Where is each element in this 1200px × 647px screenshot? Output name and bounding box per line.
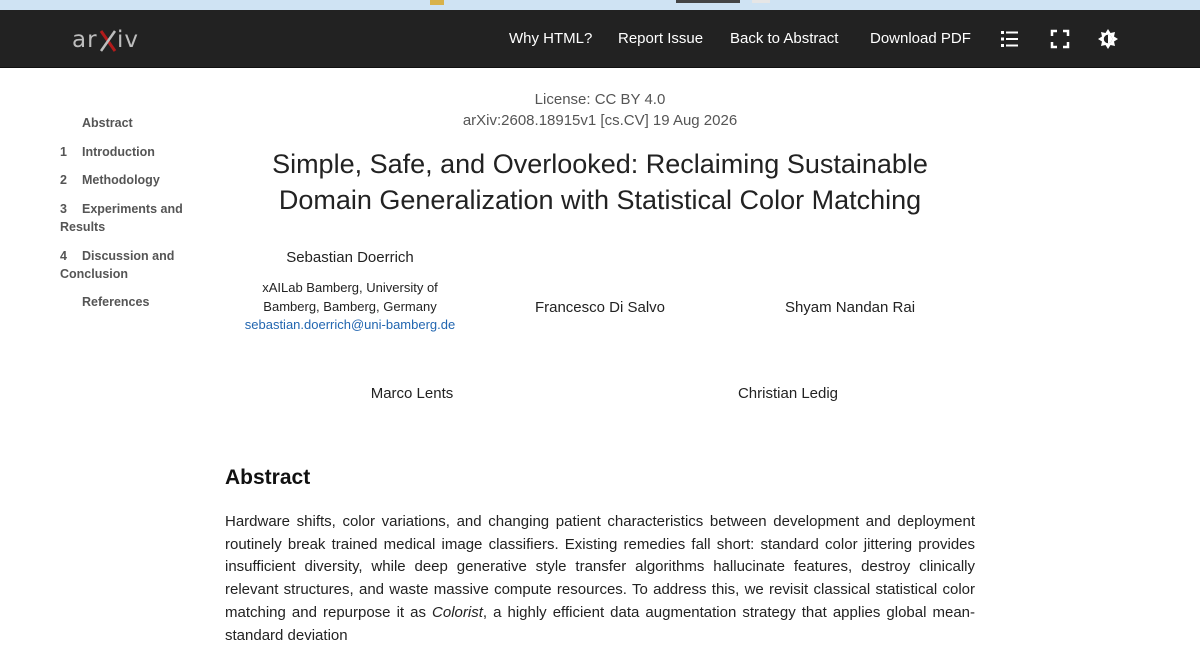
toc-item-number: 3 <box>60 202 67 216</box>
author-name: Shyam Nandan Rai <box>784 299 916 316</box>
arxiv-logo-mark <box>72 23 142 55</box>
download-pdf-link[interactable]: Download PDF <box>870 30 971 47</box>
back-to-abstract-link[interactable]: Back to Abstract <box>730 30 839 47</box>
svg-text:iv: iv <box>117 27 140 53</box>
list-icon[interactable] <box>999 28 1021 50</box>
arxiv-identifier: arXiv:2608.18915v1 [cs.CV] 19 Aug 2026 <box>462 112 738 129</box>
navbar <box>0 10 1200 68</box>
toc-item-label: References <box>82 295 150 309</box>
toc-item-label: Methodology <box>82 173 160 187</box>
theme-toggle-icon[interactable] <box>1097 28 1119 50</box>
affiliation-line: xAILab Bamberg, University of <box>262 280 438 295</box>
abstract-text <box>225 511 975 647</box>
paper-title <box>0 146 1200 218</box>
toc-item-label: Introduction <box>82 145 155 159</box>
svg-text:ar: ar <box>72 27 98 53</box>
toc-item-discussion[interactable] <box>60 247 190 283</box>
author-name: Francesco Di Salvo <box>534 299 666 316</box>
author-name: Sebastian Doerrich <box>286 249 414 266</box>
toc-item-label: Experiments and Results <box>60 202 183 234</box>
toc-item-label: Discussion and Conclusion <box>60 249 175 281</box>
affiliation-line: Bamberg, Bamberg, Germany <box>263 299 437 314</box>
toc-item-number: 1 <box>60 145 67 159</box>
browser-top-strip <box>0 0 1200 10</box>
author-name: Marco Lents <box>370 385 454 402</box>
toc-item-number: 4 <box>60 249 67 263</box>
author-name: Christian Ledig <box>737 385 839 402</box>
author-affiliation <box>230 278 470 316</box>
arxiv-logo[interactable] <box>72 23 142 55</box>
toc-item-number: 2 <box>60 173 67 187</box>
abstract-emphasis: Colorist <box>432 603 483 621</box>
fullscreen-icon[interactable] <box>1049 28 1071 50</box>
why-html-link[interactable]: Why HTML? <box>509 30 593 47</box>
report-issue-link[interactable]: Report Issue <box>618 30 704 47</box>
author-email-link[interactable]: sebastian.doerrich@uni-bamberg.de <box>244 317 456 332</box>
license-text: License: CC BY 4.0 <box>534 91 666 108</box>
abstract-text-part: Hardware shifts, color variations, and changing patient characteristics between development and deployment routinely break trained medical image classifiers. Existing remedies fall short: standard color jittering provides insufficient diversity, while deep generative style transfer algorithms hallucinate features, destroy clinically relevant structures, and waste massive compute resources. To address this, we revisit classical statistical color matching and repurpose it as <box>225 513 975 621</box>
toc-item-references[interactable] <box>60 293 247 311</box>
abstract-heading: Abstract <box>225 466 311 489</box>
title-line: Domain Generalization with Statistical Color Matching <box>278 185 922 215</box>
toc-item-label: Abstract <box>82 116 133 130</box>
title-line: Simple, Safe, and Overlooked: Reclaiming Sustainable <box>272 149 928 179</box>
abstract-text-part: , a highly efficient data augmentation strategy that applies global mean-standard deviation <box>225 603 976 644</box>
